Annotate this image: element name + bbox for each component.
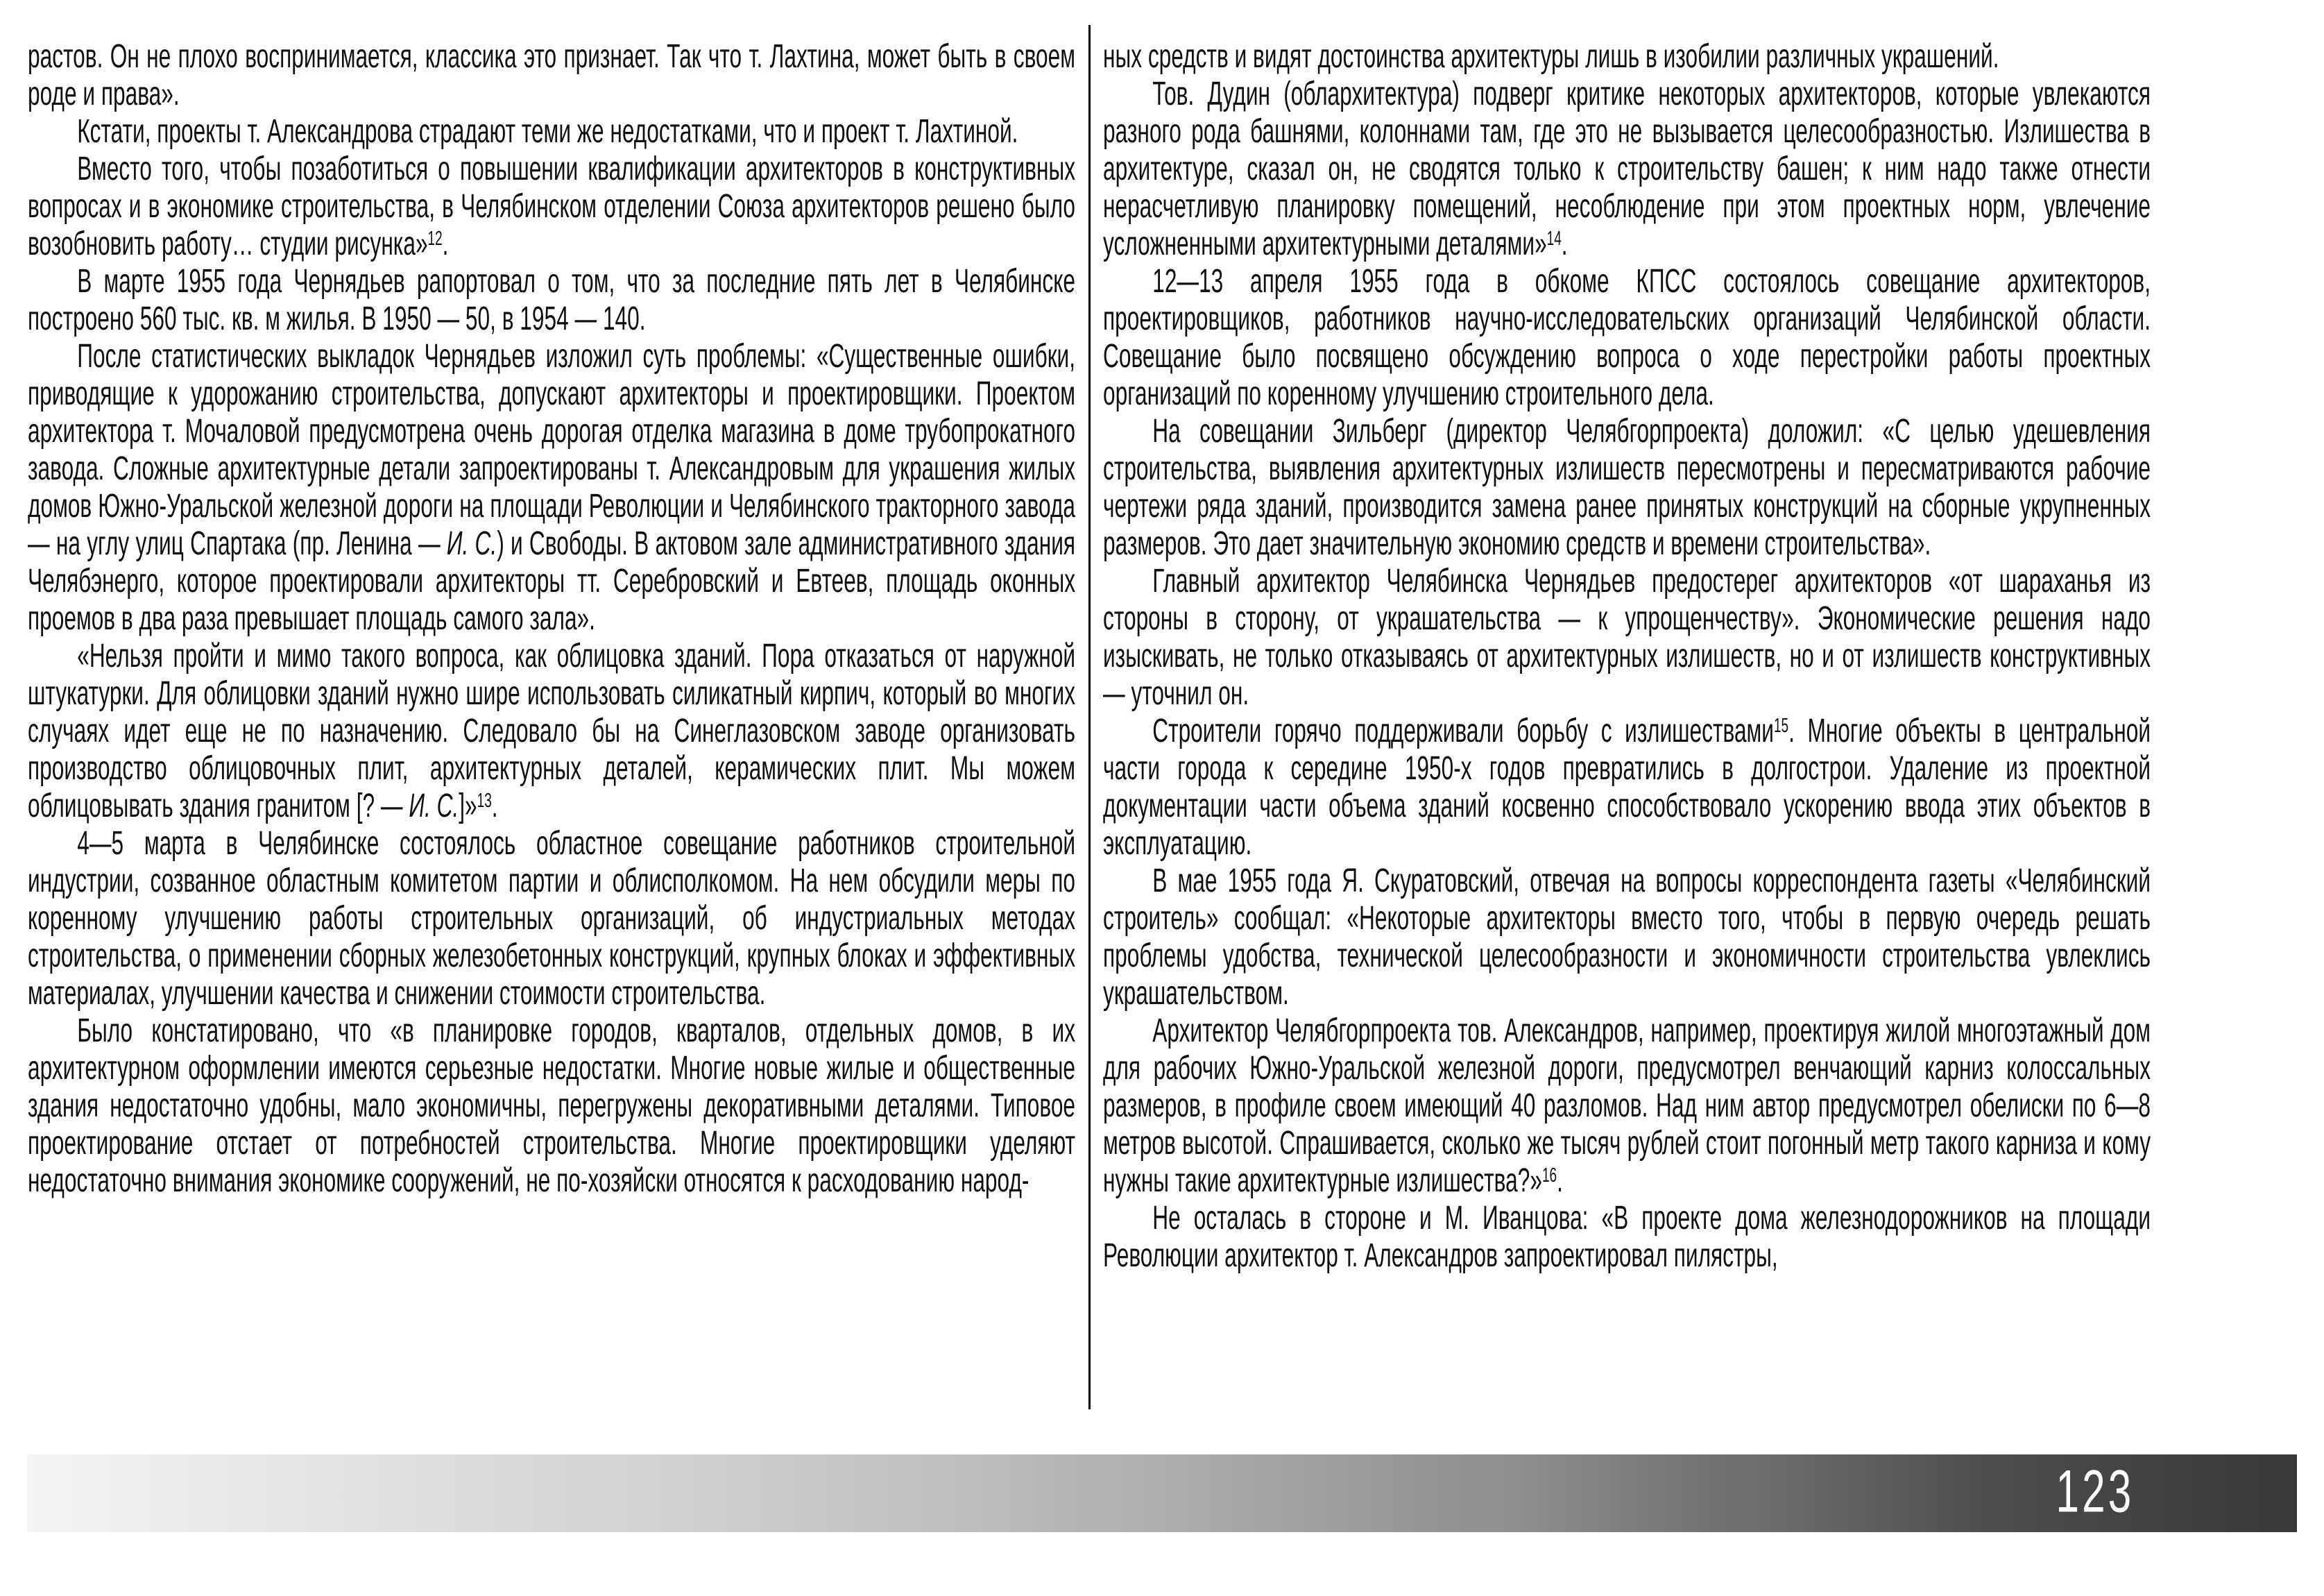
paragraph: ных средств и видят достоинства архитектуры лишь в изобилии различных украшений. xyxy=(1103,38,1999,75)
footnote-marker: 16 xyxy=(1541,1164,1557,1187)
paragraph: растов. Он не плохо воспринимается, классика это признает. Так что т. Лахтина, может быть в своем роде и права». xyxy=(28,38,1076,112)
footer-bar xyxy=(27,1454,2297,1532)
paragraph: После статистических выкладок Чернядьев изложил суть проблемы: «Существенные ошибки, приводящие к удорожанию строительства, допускают архитекторы и проектировщики. Проектом архитектора т. Мочаловой предусмотрена очень дорогая отделка магазина в доме трубопрокатного завода. Сложные архитектурные детали запроектированы т. Александровым для украшения жилых домов Южно-Уральской железной дороги на площади Революции и Челябинского тракторного завода — на углу улиц Спартака (пр. Ленина — И. С.) и Свободы. В актовом зале административного здания Челябэнерго, которое проектировали архитекторы тт. Серебровский и Евтеев, площадь оконных проемов в два раза превышает площадь самого зала». xyxy=(28,338,1076,637)
footnote-marker: 12 xyxy=(427,227,443,250)
paragraph: В мае 1955 года Я. Скуратовский, отвечая на вопросы корреспондента газеты «Челябинский строитель» сообщал: «Некоторые архитекторы вместо того, чтобы в первую очередь решать проблемы удобства, технической целесообразности и экономичности строительства увлеклись украшательством. xyxy=(1103,863,2151,1012)
paragraph: Не осталась в стороне и М. Иванцова: «В проекте дома железнодорожников на площади Революции архитектор т. Александров запроектировал пилястры, xyxy=(1103,1200,2151,1274)
paragraph: Кстати, проекты т. Александрова страдают теми же недостатками, что и проект т. Лахтиной. xyxy=(77,113,1018,150)
paragraph: Вместо того, чтобы позаботиться о повышении квалификации архитекторов в конструктивных вопросах и в экономике строительства, в Челябинском отделении Союза архитекторов решено было возобновить работу… студии рисунка»$^{12}$. xyxy=(28,151,1076,262)
paragraph: Архитектор Челябгорпроекта тов. Александров, например, проектируя жилой многоэтажный дом для рабочих Южно-Уральской железной дороги, предусмотрел венчающий карниз колоссальных размеров, в профиле своем имеющий 40 разломов. Над ним автор предусмотрел обелиски по 6—8 метров высотой. Спрашивается, сколько же тысяч рублей стоит погонный метр такого карниза и кому нужны такие архитектурные излишества?»$^{16}$. xyxy=(1103,1012,2151,1199)
paragraph: Тов. Дудин (облархитектура) подверг критике некоторых архитекторов, которые увлекаются разного рода башнями, колоннами там, где это не вызывается целесообразностью. Излишества в архитектуре, сказал он, не сводятся только к строительству башен; к ним надо также отнести нерасчетливую планировку помещений, несоблюдение при этом проектных норм, увлечение усложненными архитектурными деталями»$^{14}$. xyxy=(1103,76,2151,262)
footnote-marker: 13 xyxy=(477,789,492,812)
editor-initials: И. С. xyxy=(446,525,497,562)
footnote-marker: 14 xyxy=(1546,227,1562,250)
paragraph: В марте 1955 года Чернядьев рапортовал о том, что за последние пять лет в Челябинске построено 560 тыс. кв. м жилья. В 1950 — 50, в 1954 — 140. xyxy=(28,263,1076,337)
paragraph: Главный архитектор Челябинска Чернядьев предостерег архитекторов «от шараханья из стороны в сторону, от украшательства — к упрощенчеству». Экономические решения надо изыскивать, не только отказываясь от архитектурных излишеств, но и от излишеств конструктивных — уточнил он. xyxy=(1103,563,2151,712)
paragraph: 4—5 марта в Челябинске состоялось областное совещание работников строительной индустрии, созванное областным комитетом партии и облисполкомом. На нем обсудили меры по коренному улучшению работы строительных организаций, об индустриальных методах строительства, о применении сборных железобетонных конструкций, крупных блоках и эффективных материалах, улучшении качества и снижении стоимости строительства. xyxy=(28,825,1076,1012)
paragraph: «Нельзя пройти и мимо такого вопроса, как облицовка зданий. Пора отказаться от наружной штукатурки. Для облицовки зданий нужно шире использовать силикатный кирпич, который во многих случаях идет еще не по назначению. Следовало бы на Синеглазовском заводе организовать производство облицовочных плит, архитектурных деталей, керамических плит. Мы можем облицовывать здания гранитом [? — И. С.]»$^{13}$. xyxy=(28,638,1076,824)
paragraph: 12—13 апреля 1955 года в обкоме КПСС состоялось совещание архитекторов, проектировщиков, работников научно-исследовательских организаций Челябинской области. Совещание было посвящено обсуждению вопроса о ходе перестройки работы проектных организаций по коренному улучшению строительного дела. xyxy=(1103,263,2151,412)
column-divider-line xyxy=(1088,25,1091,1409)
text-column-right xyxy=(1103,38,2151,1275)
footnote-marker: 15 xyxy=(1773,714,1789,737)
page-number: 123 xyxy=(2055,1458,2134,1525)
editor-initials: И. С. xyxy=(409,788,459,824)
paragraph: На совещании Зильберг (директор Челябгорпроекта) доложил: «С целью удешевления строительства, выявления архитектурных излишеств пересмотрены и пересматриваются рабочие чертежи ряда зданий, производится замена ранее принятых конструкций на сборные укрупненных размеров. Это дает значительную экономию средств и времени строительства». xyxy=(1103,413,2151,562)
paragraph: Строители горячо поддерживали борьбу с излишествами$^{15}$. Многие объекты в центральной части города к середине 1950-х годов превратились в долгострои. Удаление из проектной документации части объема зданий косвенно способствовало ускорению ввода этих объектов в эксплуатацию. xyxy=(1103,713,2151,862)
paragraph: Было констатировано, что «в планировке городов, кварталов, отдельных домов, в их архитектурном оформлении имеются серьезные недостатки. Многие новые жилые и общественные здания недостаточно удобны, мало экономичны, перегружены декоративными деталями. Типовое проектирование отстает от потребностей строительства. Многие проектировщики уделяют недостаточно внимания экономике сооружений, не по-хозяйски относятся к расходованию народ- xyxy=(28,1012,1076,1199)
text-column-left xyxy=(28,38,1075,1200)
